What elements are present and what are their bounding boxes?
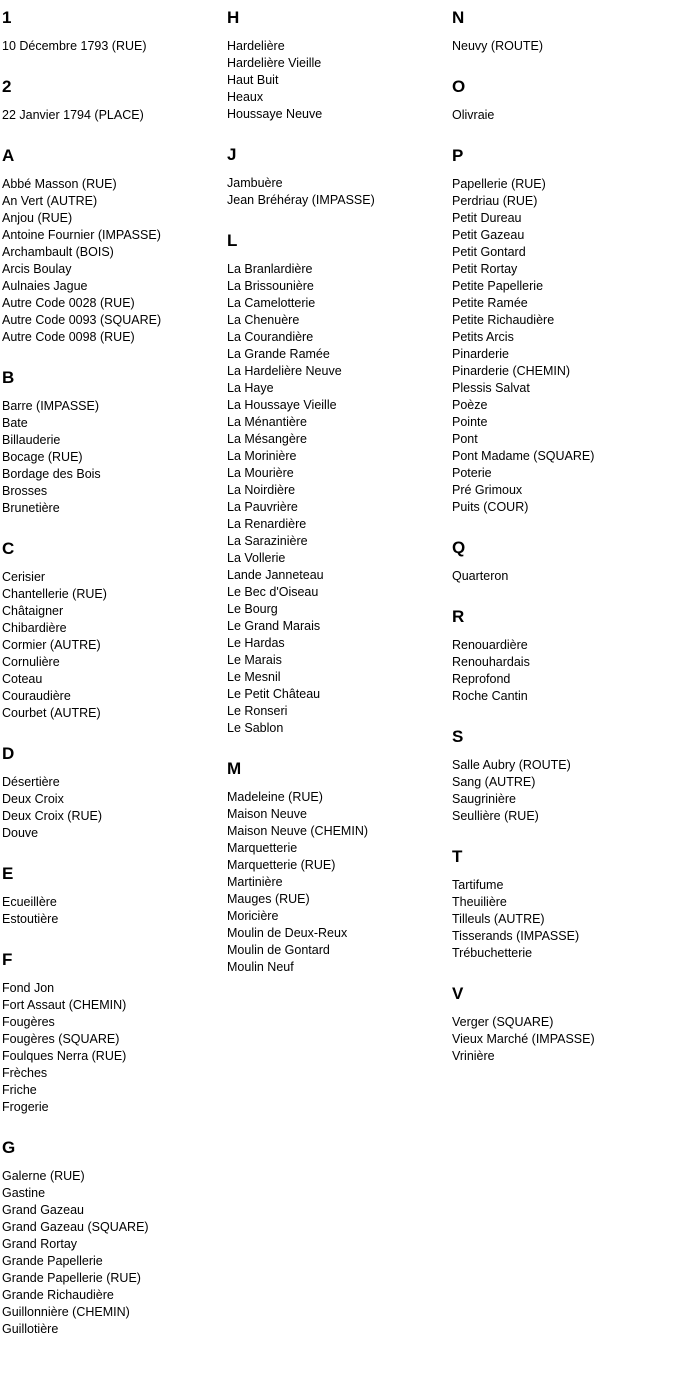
street-entry[interactable]: Mauges (RUE)	[227, 892, 310, 906]
street-entry[interactable]: Le Ronseri	[227, 704, 288, 718]
street-entry[interactable]: Saugrinière	[452, 792, 516, 806]
street-entry[interactable]: Heaux	[227, 90, 264, 104]
street-entry[interactable]: Seullière (RUE)	[452, 809, 539, 823]
street-entry[interactable]: Haut Buit	[227, 73, 279, 87]
street-entry[interactable]: Petite Richaudière	[452, 313, 555, 327]
street-entry[interactable]: Plessis Salvat	[452, 381, 530, 395]
street-entry[interactable]: Anjou (RUE)	[2, 211, 73, 225]
street-entry[interactable]: Chibardière	[2, 621, 67, 635]
letter-heading: N	[452, 8, 465, 27]
entry-list	[2, 38, 221, 55]
street-entry[interactable]: Petit Dureau	[452, 211, 522, 225]
entry-list	[2, 107, 221, 124]
street-entry[interactable]: La Mourière	[227, 466, 294, 480]
street-entry[interactable]: Coteau	[2, 672, 43, 686]
entry-list	[452, 757, 671, 825]
street-entry[interactable]: Grand Gazeau (SQUARE)	[2, 1220, 149, 1234]
street-entry[interactable]: Verger (SQUARE)	[452, 1015, 554, 1029]
street-entry[interactable]: La Noirdière	[227, 483, 296, 497]
letter-heading: V	[452, 984, 464, 1003]
street-entry[interactable]: La Grande Ramée	[227, 347, 330, 361]
entry-list	[452, 877, 671, 962]
street-entry[interactable]: Madeleine (RUE)	[227, 790, 323, 804]
street-entry[interactable]: Petit Gontard	[452, 245, 526, 259]
letter-heading: B	[2, 368, 15, 387]
street-entry[interactable]: Petit Rortay	[452, 262, 518, 276]
street-entry[interactable]: Maison Neuve (CHEMIN)	[227, 824, 369, 838]
street-entry[interactable]: Le Bourg	[227, 602, 278, 616]
letter-heading: S	[452, 727, 464, 746]
street-entry[interactable]: Autre Code 0093 (SQUARE)	[2, 313, 162, 327]
street-entry[interactable]: Désertière	[2, 775, 60, 789]
street-entry[interactable]: Le Grand Marais	[227, 619, 321, 633]
index-column	[0, 8, 225, 1340]
street-entry[interactable]: Petite Papellerie	[452, 279, 544, 293]
street-entry[interactable]: Foulques Nerra (RUE)	[2, 1049, 127, 1063]
letter-group	[452, 984, 671, 1065]
street-entry[interactable]: Grand Rortay	[2, 1237, 78, 1251]
street-entry[interactable]: Pinarderie	[452, 347, 509, 361]
street-entry[interactable]: Jambuère	[227, 176, 283, 190]
street-entry[interactable]: La Brissounière	[227, 279, 314, 293]
entry-list	[452, 568, 671, 585]
street-entry[interactable]: Guillonnière (CHEMIN)	[2, 1305, 130, 1319]
street-entry[interactable]: Vrinière	[452, 1049, 495, 1063]
letter-group	[452, 727, 671, 825]
street-entry[interactable]: Tisserands (IMPASSE)	[452, 929, 580, 943]
letter-group	[452, 8, 671, 55]
street-entry[interactable]: Sang (AUTRE)	[452, 775, 536, 789]
letter-group	[2, 950, 221, 1116]
street-entry[interactable]: Cornulière	[2, 655, 60, 669]
street-entry[interactable]: La Camelotterie	[227, 296, 316, 310]
street-entry[interactable]: Fond Jon	[2, 981, 55, 995]
street-entry[interactable]: Le Marais	[227, 653, 282, 667]
street-entry[interactable]: La Courandière	[227, 330, 314, 344]
street-entry[interactable]: La Renardière	[227, 517, 307, 531]
street-entry[interactable]: Bate	[2, 416, 28, 430]
letter-group	[227, 8, 446, 123]
street-entry[interactable]: Pont	[452, 432, 478, 446]
entry-list	[2, 398, 221, 517]
street-entry[interactable]: Bordage des Bois	[2, 467, 101, 481]
entry-list	[2, 774, 221, 842]
street-entry[interactable]: Douve	[2, 826, 39, 840]
street-entry[interactable]: Pont Madame (SQUARE)	[452, 449, 595, 463]
street-entry[interactable]: Maison Neuve	[227, 807, 307, 821]
street-entry[interactable]: Olivraie	[452, 108, 495, 122]
entry-list	[452, 176, 671, 516]
street-entry[interactable]: Arcis Boulay	[2, 262, 72, 276]
street-entry[interactable]: 22 Janvier 1794 (PLACE)	[2, 108, 144, 122]
letter-heading: O	[452, 77, 466, 96]
street-entry[interactable]: La Hardelière Neuve	[227, 364, 342, 378]
street-entry[interactable]: Martinière	[227, 875, 283, 889]
letter-group	[2, 8, 221, 55]
street-entry[interactable]: Theuilière	[452, 895, 507, 909]
street-entry[interactable]: Billauderie	[2, 433, 61, 447]
street-entry[interactable]: La Sarazinière	[227, 534, 308, 548]
street-entry[interactable]: Petite Ramée	[452, 296, 528, 310]
entry-list	[227, 261, 446, 737]
letter-group	[452, 77, 671, 124]
street-entry[interactable]: Hardelière	[227, 39, 285, 53]
letter-group	[2, 864, 221, 928]
entry-list	[2, 1168, 221, 1338]
letter-heading: D	[2, 744, 15, 763]
entry-list	[452, 107, 671, 124]
street-entry[interactable]: La Morinière	[227, 449, 297, 463]
letter-heading: F	[2, 950, 13, 969]
letter-heading: P	[452, 146, 464, 165]
street-entry[interactable]: Grande Papellerie	[2, 1254, 103, 1268]
street-entry[interactable]: Abbé Masson (RUE)	[2, 177, 117, 191]
index-column	[225, 8, 450, 978]
street-entry[interactable]: Grande Papellerie (RUE)	[2, 1271, 141, 1285]
entry-list	[452, 38, 671, 55]
street-entry[interactable]: Fougères (SQUARE)	[2, 1032, 120, 1046]
street-entry[interactable]: Tartifume	[452, 878, 504, 892]
street-entry[interactable]: An Vert (AUTRE)	[2, 194, 98, 208]
street-entry[interactable]: La Vollerie	[227, 551, 286, 565]
street-entry[interactable]: Galerne (RUE)	[2, 1169, 85, 1183]
street-entry[interactable]: Cerisier	[2, 570, 46, 584]
street-entry[interactable]: Courbet (AUTRE)	[2, 706, 101, 720]
street-entry[interactable]: Brosses	[2, 484, 48, 498]
street-entry[interactable]: La Haye	[227, 381, 274, 395]
street-entry[interactable]: Le Petit Château	[227, 687, 321, 701]
street-entry[interactable]: Marquetterie	[227, 841, 298, 855]
street-entry[interactable]: Neuvy (ROUTE)	[452, 39, 543, 53]
street-entry[interactable]: Perdriau (RUE)	[452, 194, 538, 208]
street-entry[interactable]: Petits Arcis	[452, 330, 514, 344]
street-entry[interactable]: Tilleuls (AUTRE)	[452, 912, 545, 926]
street-entry[interactable]: Aulnaies Jague	[2, 279, 88, 293]
entry-list	[227, 789, 446, 976]
street-entry[interactable]: Pointe	[452, 415, 488, 429]
street-entry[interactable]: Moulin Neuf	[227, 960, 294, 974]
street-entry[interactable]: Jean Bréhéray (IMPASSE)	[227, 193, 375, 207]
street-entry[interactable]: Fort Assaut (CHEMIN)	[2, 998, 127, 1012]
letter-group	[227, 231, 446, 737]
street-entry[interactable]: Quarteron	[452, 569, 509, 583]
letter-heading: H	[227, 8, 240, 27]
letter-group	[227, 759, 446, 976]
letter-heading: R	[452, 607, 465, 626]
street-entry[interactable]: Le Hardas	[227, 636, 285, 650]
street-entry[interactable]: La Ménantière	[227, 415, 307, 429]
letter-group	[452, 146, 671, 516]
street-entry[interactable]: Autre Code 0098 (RUE)	[2, 330, 135, 344]
letter-group	[452, 607, 671, 705]
street-entry[interactable]: Guillotière	[2, 1322, 59, 1336]
street-entry[interactable]: Le Sablon	[227, 721, 284, 735]
entry-list	[2, 176, 221, 346]
street-entry[interactable]: Puits (COUR)	[452, 500, 529, 514]
letter-heading: A	[2, 146, 15, 165]
street-entry[interactable]: Ecueillère	[2, 895, 57, 909]
street-entry[interactable]: Frèches	[2, 1066, 48, 1080]
street-entry[interactable]: Houssaye Neuve	[227, 107, 323, 121]
street-entry[interactable]: Frogerie	[2, 1100, 49, 1114]
letter-heading: J	[227, 145, 237, 164]
entry-list	[227, 38, 446, 123]
entry-list	[452, 1014, 671, 1065]
street-entry[interactable]: Friche	[2, 1083, 37, 1097]
street-entry[interactable]: Bocage (RUE)	[2, 450, 83, 464]
letter-heading: L	[227, 231, 238, 250]
street-entry[interactable]: La Chenuère	[227, 313, 300, 327]
street-entry[interactable]: Reprofond	[452, 672, 511, 686]
entry-list	[227, 175, 446, 209]
street-entry[interactable]: Renouhardais	[452, 655, 530, 669]
street-entry[interactable]: Châtaigner	[2, 604, 64, 618]
street-entry[interactable]: Salle Aubry (ROUTE)	[452, 758, 571, 772]
letter-group	[2, 539, 221, 722]
street-entry[interactable]: Poterie	[452, 466, 492, 480]
entry-list	[2, 980, 221, 1116]
street-entry[interactable]: Poèze	[452, 398, 488, 412]
letter-heading: 2	[2, 77, 12, 96]
street-entry[interactable]: 10 Décembre 1793 (RUE)	[2, 39, 147, 53]
street-entry[interactable]: La Houssaye Vieille	[227, 398, 337, 412]
street-entry[interactable]: Pré Grimoux	[452, 483, 523, 497]
street-entry[interactable]: La Branlardière	[227, 262, 313, 276]
letter-heading: E	[2, 864, 14, 883]
street-entry[interactable]: Roche Cantin	[452, 689, 528, 703]
letter-group	[452, 538, 671, 585]
entry-list	[2, 569, 221, 722]
street-entry[interactable]: Couraudière	[2, 689, 71, 703]
street-entry[interactable]: Papellerie (RUE)	[452, 177, 546, 191]
street-entry[interactable]: Grande Richaudière	[2, 1288, 114, 1302]
street-entry[interactable]: Autre Code 0028 (RUE)	[2, 296, 135, 310]
letter-group	[2, 146, 221, 346]
street-entry[interactable]: Le Bec d'Oiseau	[227, 585, 319, 599]
street-entry[interactable]: Gastine	[2, 1186, 46, 1200]
street-entry[interactable]: Le Mesnil	[227, 670, 281, 684]
letter-heading: 1	[2, 8, 12, 27]
letter-group	[452, 847, 671, 962]
entry-list	[2, 894, 221, 928]
street-entry[interactable]: Moricière	[227, 909, 279, 923]
street-entry[interactable]: Moulin de Gontard	[227, 943, 330, 957]
street-entry[interactable]: Chantellerie (RUE)	[2, 587, 107, 601]
letter-heading: Q	[452, 538, 466, 557]
street-entry[interactable]: Hardelière Vieille	[227, 56, 322, 70]
letter-group	[2, 368, 221, 517]
street-entry[interactable]: Cormier (AUTRE)	[2, 638, 101, 652]
letter-heading: G	[2, 1138, 16, 1157]
street-entry[interactable]: Marquetterie (RUE)	[227, 858, 336, 872]
index-column	[450, 8, 675, 1067]
street-entry[interactable]: Trébuchetterie	[452, 946, 533, 960]
street-entry[interactable]: Fougères	[2, 1015, 55, 1029]
street-entry[interactable]: La Mésangère	[227, 432, 307, 446]
street-entry[interactable]: Petit Gazeau	[452, 228, 525, 242]
letter-group	[2, 1138, 221, 1338]
street-entry[interactable]: Brunetière	[2, 501, 60, 515]
street-entry[interactable]: Antoine Fournier (IMPASSE)	[2, 228, 161, 242]
letter-heading: T	[452, 847, 463, 866]
street-entry[interactable]: Grand Gazeau	[2, 1203, 84, 1217]
street-entry[interactable]: Deux Croix (RUE)	[2, 809, 103, 823]
street-entry[interactable]: Renouardière	[452, 638, 528, 652]
street-entry[interactable]: Archambault (BOIS)	[2, 245, 114, 259]
street-entry[interactable]: La Pauvrière	[227, 500, 298, 514]
street-entry[interactable]: Deux Croix	[2, 792, 64, 806]
street-entry[interactable]: Estoutière	[2, 912, 59, 926]
entry-list	[452, 637, 671, 705]
street-entry[interactable]: Barre (IMPASSE)	[2, 399, 100, 413]
street-entry[interactable]: Moulin de Deux-Reux	[227, 926, 348, 940]
street-entry[interactable]: Vieux Marché (IMPASSE)	[452, 1032, 595, 1046]
letter-group	[2, 744, 221, 842]
street-entry[interactable]: Lande Janneteau	[227, 568, 324, 582]
letter-heading: M	[227, 759, 242, 778]
letter-group	[227, 145, 446, 209]
letter-group	[2, 77, 221, 124]
letter-heading: C	[2, 539, 15, 558]
street-entry[interactable]: Pinarderie (CHEMIN)	[452, 364, 571, 378]
